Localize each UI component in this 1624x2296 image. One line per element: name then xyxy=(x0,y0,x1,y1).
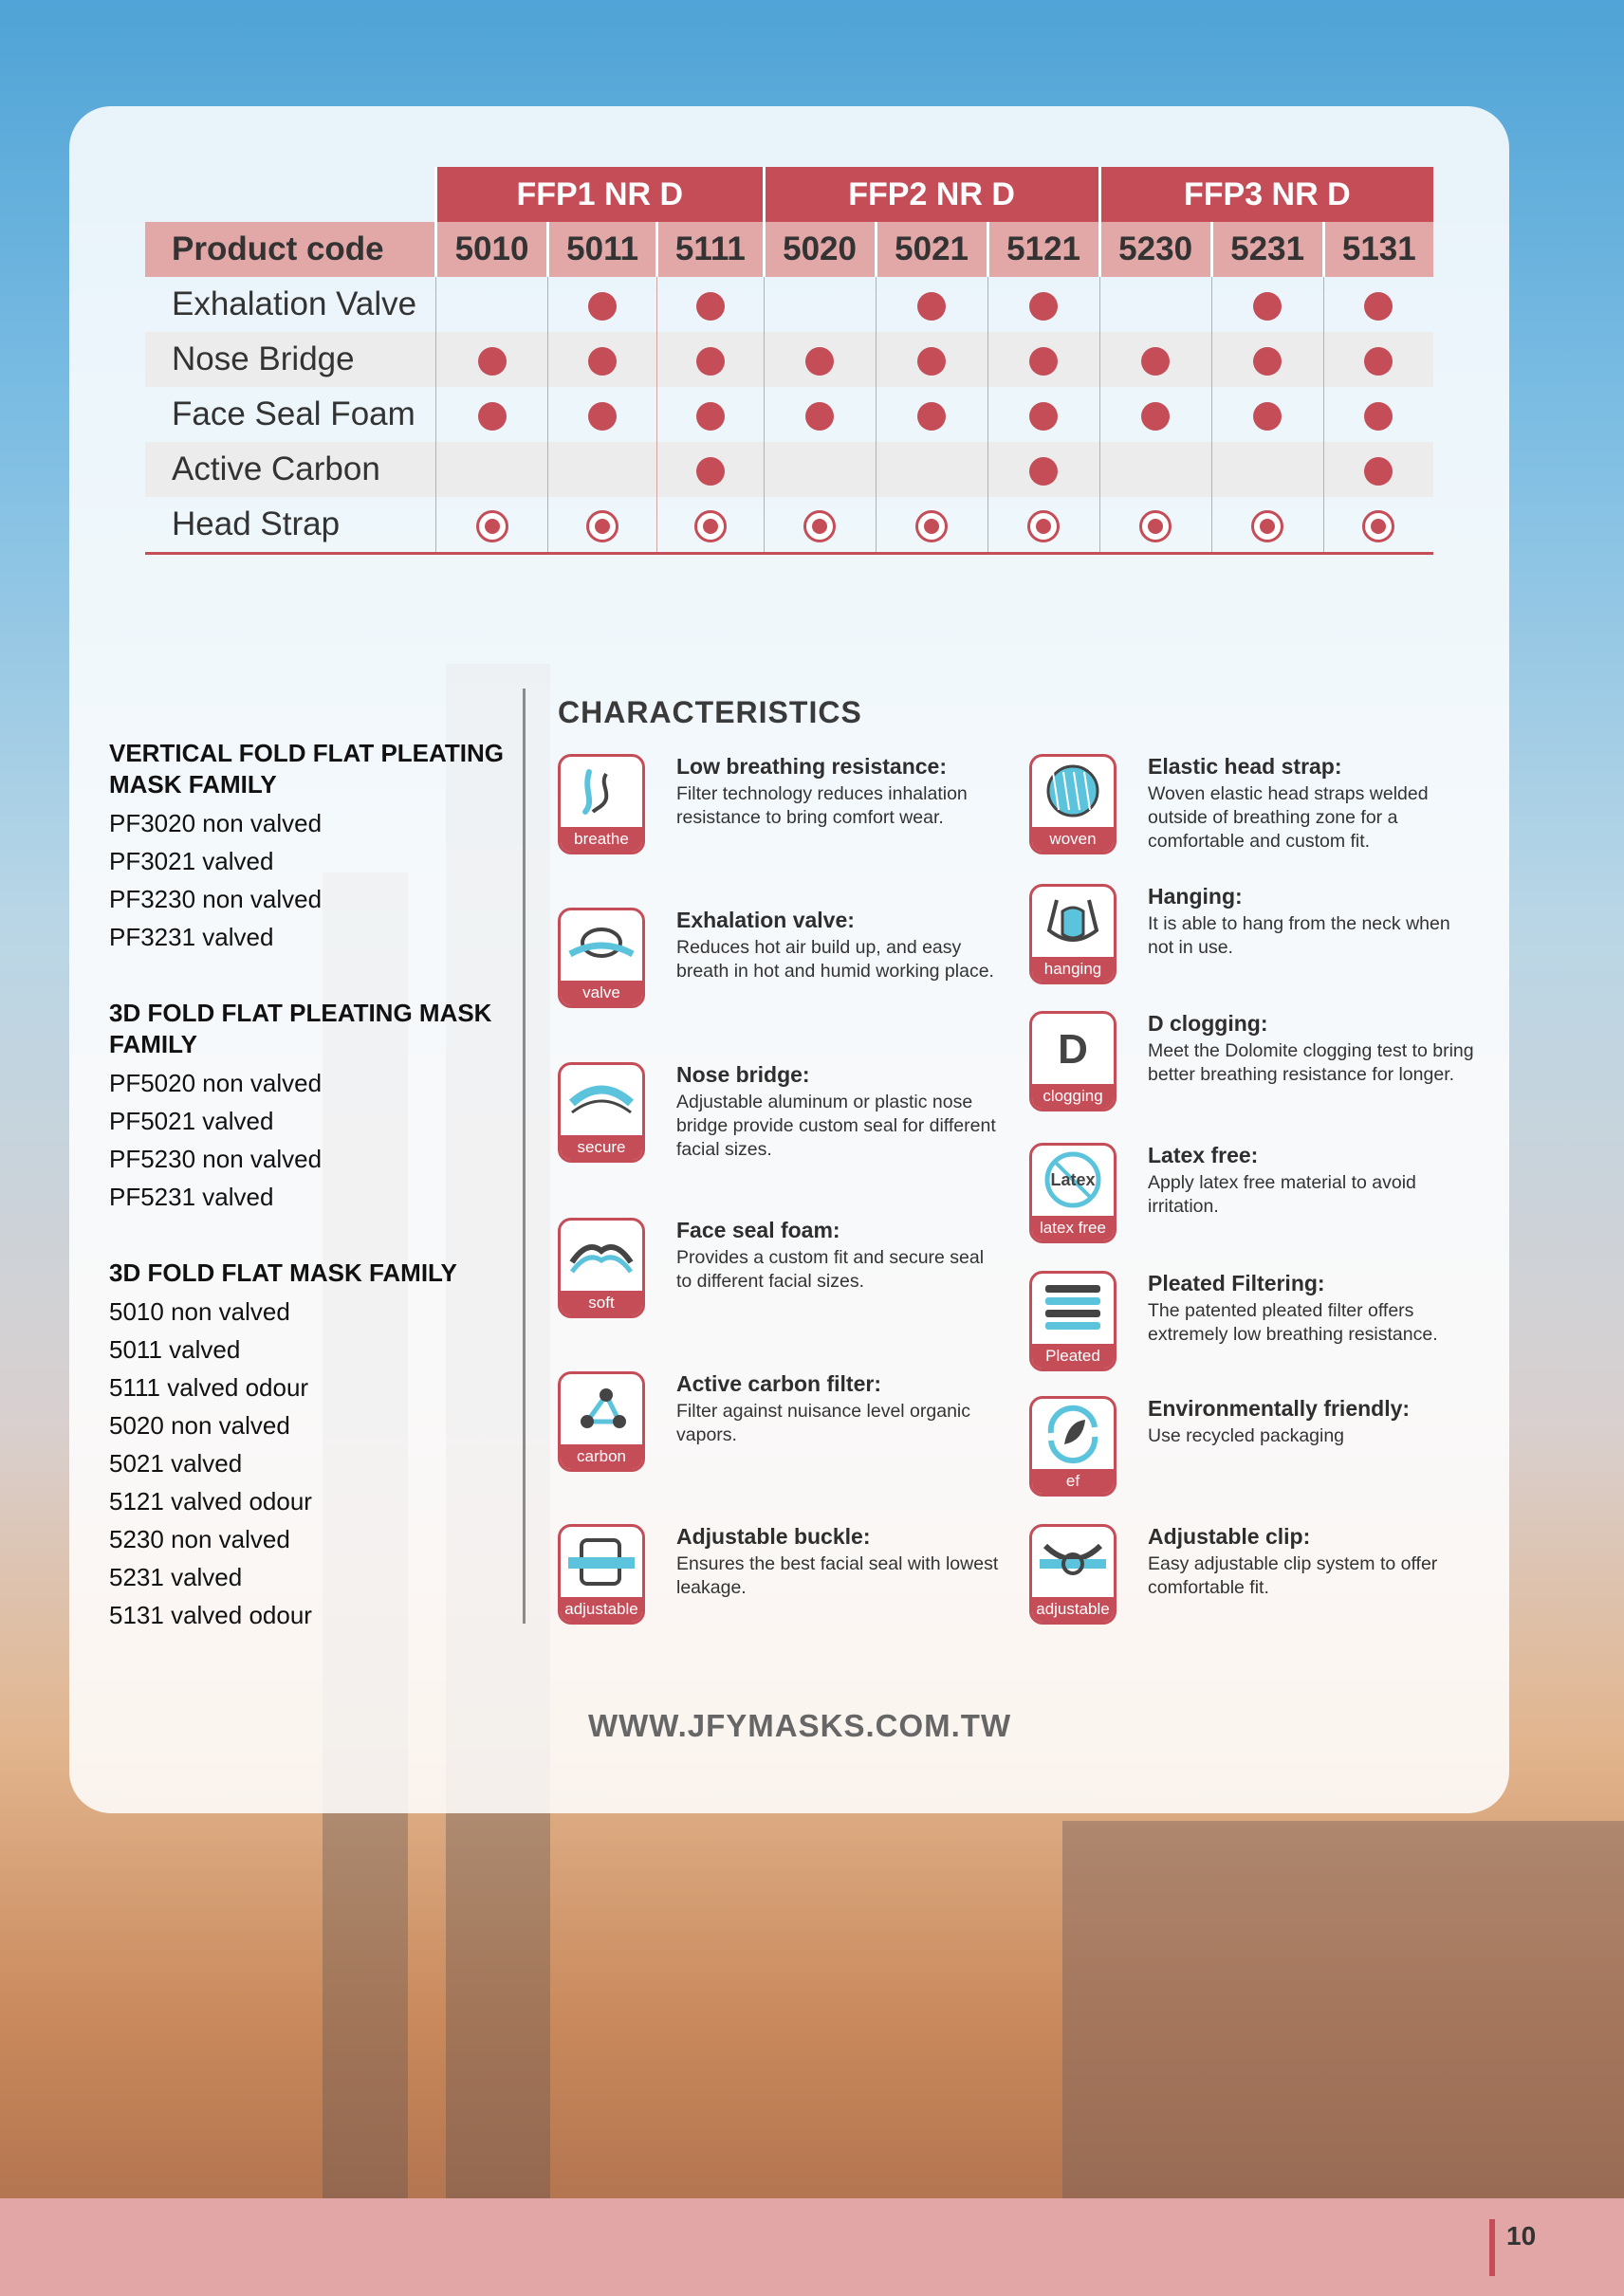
icon-label: latex free xyxy=(1032,1216,1114,1240)
feature-cell xyxy=(1323,497,1433,554)
feature-cell xyxy=(1323,277,1433,332)
feature-cell xyxy=(436,497,548,554)
family-item: 5131 valved odour xyxy=(109,1601,312,1629)
strap-ring-icon xyxy=(1139,510,1172,542)
feature-cell xyxy=(1211,332,1323,387)
feature-cell xyxy=(987,332,1099,387)
feature-label: Nose Bridge xyxy=(145,332,436,387)
family-item: 5121 valved odour xyxy=(109,1487,312,1515)
characteristic-title: Nose bridge: xyxy=(676,1062,810,1087)
strap-ring-icon xyxy=(1362,510,1394,542)
clip-icon xyxy=(1029,1524,1116,1625)
included-dot-icon xyxy=(1364,402,1393,431)
included-dot-icon xyxy=(1253,292,1282,321)
icon-label: adjustable xyxy=(561,1597,642,1622)
characteristic-desc: Apply latex free material to avoid irritation. xyxy=(1148,1172,1416,1217)
eco-recycle-icon xyxy=(1029,1396,1116,1497)
family-item: PF5231 valved xyxy=(109,1183,274,1211)
feature-cell xyxy=(764,387,876,442)
icon-label: valve xyxy=(561,981,642,1005)
characteristic-title: Pleated Filtering: xyxy=(1148,1271,1325,1295)
website-url[interactable]: WWW.JFYMASKS.COM.TW xyxy=(588,1708,1012,1743)
pleated-icon xyxy=(1029,1271,1116,1371)
feature-cell xyxy=(548,497,657,554)
included-dot-icon xyxy=(1253,402,1282,431)
latex-free-icon xyxy=(1029,1143,1116,1243)
feature-cell xyxy=(1323,332,1433,387)
included-dot-icon xyxy=(1364,292,1393,321)
feature-cell xyxy=(548,277,657,332)
product-code-cell: 5121 xyxy=(987,222,1099,277)
product-code-cell: 5231 xyxy=(1211,222,1323,277)
carbon-icon xyxy=(558,1371,645,1472)
feature-cell xyxy=(987,277,1099,332)
group-ffp2: FFP2 NR D xyxy=(764,167,1099,222)
feature-cell xyxy=(876,277,987,332)
characteristic-title: Hanging: xyxy=(1148,884,1243,909)
product-code-cell: 5131 xyxy=(1323,222,1433,277)
column-divider xyxy=(523,689,526,1624)
hanging-icon xyxy=(1029,884,1116,984)
family-title: VERTICAL FOLD FLAT PLEATING MASK FAMILY xyxy=(109,739,504,799)
group-ffp1: FFP1 NR D xyxy=(436,167,765,222)
feature-cell xyxy=(1211,497,1323,554)
feature-cell xyxy=(1099,442,1211,497)
feature-cell xyxy=(1323,387,1433,442)
icon-label: hanging xyxy=(1032,957,1114,982)
feature-cell xyxy=(876,387,987,442)
page-number-bar xyxy=(1489,2219,1495,2276)
included-dot-icon xyxy=(917,402,946,431)
valve-icon xyxy=(558,908,645,1008)
feature-cell xyxy=(1099,497,1211,554)
icon-label: adjustable xyxy=(1032,1597,1114,1622)
included-dot-icon xyxy=(696,347,725,376)
feature-cell xyxy=(436,442,548,497)
feature-cell xyxy=(436,332,548,387)
feature-cell xyxy=(876,497,987,554)
buckle-icon xyxy=(558,1524,645,1625)
feature-cell xyxy=(657,277,764,332)
characteristic-title: Adjustable buckle: xyxy=(676,1524,871,1549)
feature-row xyxy=(145,387,1433,442)
icon-label: carbon xyxy=(561,1444,642,1469)
characteristic-desc: Woven elastic head straps welded outside of breathing zone for a comfortable and custom fit. xyxy=(1148,783,1429,852)
included-dot-icon xyxy=(1364,347,1393,376)
strap-ring-icon xyxy=(1027,510,1060,542)
icon-label: woven xyxy=(1032,827,1114,852)
included-dot-icon xyxy=(696,292,725,321)
product-code-cell: 5111 xyxy=(657,222,764,277)
feature-label: Exhalation Valve xyxy=(172,285,417,322)
family-item: 5111 valved odour xyxy=(109,1373,309,1402)
characteristic-title: Adjustable clip: xyxy=(1148,1524,1311,1549)
family-item: 5231 valved xyxy=(109,1563,243,1591)
icon-label: soft xyxy=(561,1291,642,1315)
included-dot-icon xyxy=(478,402,507,431)
strap-ring-icon xyxy=(476,510,508,542)
product-code-cell: 5020 xyxy=(764,222,876,277)
product-code-label: Product code xyxy=(145,222,436,277)
face-seal-icon xyxy=(558,1218,645,1318)
included-dot-icon xyxy=(1364,457,1393,486)
family-item: PF3231 valved xyxy=(109,923,274,951)
strap-ring-icon xyxy=(915,510,948,542)
family-item: PF5021 valved xyxy=(109,1107,274,1135)
feature-cell xyxy=(876,442,987,497)
woven-strap-icon xyxy=(1029,754,1116,854)
breathe-icon xyxy=(558,754,645,854)
feature-cell xyxy=(657,387,764,442)
icon-label: breathe xyxy=(561,827,642,852)
feature-cell xyxy=(987,442,1099,497)
feature-cell xyxy=(436,387,548,442)
feature-cell xyxy=(436,277,548,332)
characteristic-desc: Provides a custom fit and secure seal to different facial sizes. xyxy=(676,1247,985,1292)
feature-cell xyxy=(548,387,657,442)
feature-row xyxy=(145,277,1433,332)
feature-row xyxy=(145,442,1433,497)
included-dot-icon xyxy=(696,402,725,431)
family-item: PF3020 non valved xyxy=(109,809,323,837)
feature-label: Face Seal Foam xyxy=(172,395,415,432)
characteristic-desc: Filter technology reduces inhalation resistance to bring comfort wear. xyxy=(676,783,968,828)
product-code-cell: 5010 xyxy=(436,222,548,277)
characteristic-desc: It is able to hang from the neck when not in use. xyxy=(1148,913,1450,958)
feature-cell xyxy=(1323,442,1433,497)
family-item: 5021 valved xyxy=(109,1449,243,1478)
icon-label: Pleated xyxy=(1032,1344,1114,1368)
feature-cell xyxy=(1099,387,1211,442)
family-item: 5010 non valved xyxy=(109,1297,290,1326)
included-dot-icon xyxy=(1141,402,1170,431)
family-item: PF3230 non valved xyxy=(109,885,323,913)
included-dot-icon xyxy=(1029,292,1058,321)
characteristic-title: D clogging: xyxy=(1148,1011,1268,1036)
feature-row xyxy=(145,497,1433,554)
product-spec-table xyxy=(145,167,1433,555)
strap-ring-icon xyxy=(803,510,836,542)
characteristic-desc: The patented pleated filter offers extremely low breathing resistance. xyxy=(1148,1300,1438,1345)
feature-cell xyxy=(657,497,764,554)
feature-cell xyxy=(764,332,876,387)
feature-cell xyxy=(657,442,764,497)
feature-cell xyxy=(987,497,1099,554)
characteristic-title: Elastic head strap: xyxy=(1148,754,1342,779)
characteristics-title: CHARACTERISTICS xyxy=(558,695,862,729)
family-item: PF5230 non valved xyxy=(109,1145,323,1173)
icon-glyph: Latex xyxy=(1050,1170,1096,1189)
feature-row xyxy=(145,332,1433,387)
feature-cell xyxy=(1211,277,1323,332)
included-dot-icon xyxy=(478,347,507,376)
product-code-cell: 5021 xyxy=(876,222,987,277)
family-item: 5020 non valved xyxy=(109,1411,290,1440)
characteristic-desc: Filter against nuisance level organic vapors. xyxy=(676,1401,971,1445)
product-code-cell: 5230 xyxy=(1099,222,1211,277)
icon-label: clogging xyxy=(1032,1084,1114,1109)
group-header-spacer xyxy=(145,167,436,222)
icon-glyph: D xyxy=(1058,1026,1088,1073)
characteristic-desc: Ensures the best facial seal with lowest leakage. xyxy=(676,1553,999,1598)
nose-bridge-icon xyxy=(558,1062,645,1163)
icon-label: ef xyxy=(1032,1469,1114,1494)
product-code-row xyxy=(145,222,1433,277)
feature-cell xyxy=(548,442,657,497)
footer-band xyxy=(0,2198,1624,2296)
group-ffp3: FFP3 NR D xyxy=(1099,167,1433,222)
family-title: 3D FOLD FLAT PLEATING MASK FAMILY xyxy=(109,999,492,1058)
product-spec-body xyxy=(145,222,1433,554)
characteristic-desc: Meet the Dolomite clogging test to bring better breathing resistance for longer. xyxy=(1148,1040,1474,1085)
family-title: 3D FOLD FLAT MASK FAMILY xyxy=(109,1258,457,1287)
characteristic-title: Environmentally friendly: xyxy=(1148,1396,1411,1421)
feature-cell xyxy=(1211,442,1323,497)
feature-cell xyxy=(548,332,657,387)
family-item: PF3021 valved xyxy=(109,847,274,875)
characteristic-title: Low breathing resistance: xyxy=(676,754,948,779)
included-dot-icon xyxy=(1029,457,1058,486)
included-dot-icon xyxy=(588,347,617,376)
feature-cell xyxy=(764,277,876,332)
included-dot-icon xyxy=(1141,347,1170,376)
family-item: PF5020 non valved xyxy=(109,1069,323,1097)
characteristic-desc: Adjustable aluminum or plastic nose bridge provide custom seal for different facial sizes. xyxy=(676,1092,996,1160)
page-number: 10 xyxy=(1506,2221,1537,2250)
characteristic-title: Active carbon filter: xyxy=(676,1371,881,1396)
characteristic-title: Exhalation valve: xyxy=(676,908,855,932)
feature-cell xyxy=(1099,277,1211,332)
feature-cell xyxy=(764,442,876,497)
feature-cell xyxy=(1099,332,1211,387)
mask-family-list xyxy=(109,738,508,1634)
included-dot-icon xyxy=(1029,347,1058,376)
included-dot-icon xyxy=(805,347,834,376)
included-dot-icon xyxy=(588,292,617,321)
characteristic-desc: Use recycled packaging xyxy=(1148,1425,1345,1446)
feature-cell xyxy=(657,332,764,387)
included-dot-icon xyxy=(805,402,834,431)
feature-cell xyxy=(764,497,876,554)
product-code-cell: 5011 xyxy=(548,222,657,277)
dolomite-icon xyxy=(1029,1011,1116,1111)
included-dot-icon xyxy=(1029,402,1058,431)
included-dot-icon xyxy=(917,347,946,376)
characteristic-title: Face seal foam: xyxy=(676,1218,840,1242)
building-silhouette xyxy=(1062,1821,1624,2200)
feature-label: Active Carbon xyxy=(145,442,436,497)
strap-ring-icon xyxy=(694,510,727,542)
included-dot-icon xyxy=(917,292,946,321)
feature-cell xyxy=(876,332,987,387)
characteristic-desc: Reduces hot air build up, and easy breath in hot and humid working place. xyxy=(676,937,994,982)
strap-ring-icon xyxy=(586,510,618,542)
icon-label: secure xyxy=(561,1135,642,1160)
family-item: 5011 valved xyxy=(109,1335,241,1364)
included-dot-icon xyxy=(696,457,725,486)
feature-label: Head Strap xyxy=(145,497,436,554)
group-header-row xyxy=(145,167,1433,222)
strap-ring-icon xyxy=(1251,510,1283,542)
characteristic-title: Latex free: xyxy=(1148,1143,1259,1167)
family-item: 5230 non valved xyxy=(109,1525,290,1553)
feature-cell xyxy=(1211,387,1323,442)
feature-cell xyxy=(987,387,1099,442)
characteristic-desc: Easy adjustable clip system to offer comfortable fit. xyxy=(1148,1553,1438,1598)
included-dot-icon xyxy=(1253,347,1282,376)
included-dot-icon xyxy=(588,402,617,431)
